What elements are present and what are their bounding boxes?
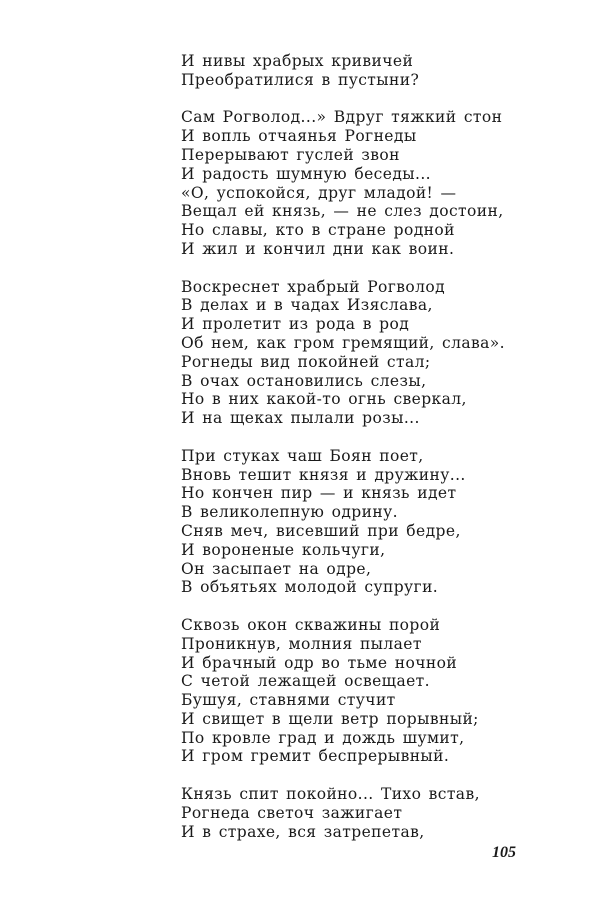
poem-line: Но кончен пир — и князь идет (181, 484, 457, 503)
stanza-3 (181, 278, 541, 428)
poem-line: Бушуя, ставнями стучит (181, 691, 396, 710)
poem-line: И радость шумную беседы... (181, 164, 431, 183)
poem-line: С четой лежащей освещает. (181, 672, 430, 691)
stanza-5 (181, 616, 541, 766)
poem-line: Рогнеда светоч зажигает (181, 803, 403, 822)
poem-line: И жил и кончил дни как воин. (181, 239, 455, 258)
poem-line: И в страхе, вся затрепетав, (181, 822, 425, 841)
stanza-4 (181, 447, 541, 597)
poem-line: И гром гремит беспрерывный. (181, 747, 450, 766)
poem-line: И вопль отчаянья Рогнеды (181, 127, 417, 146)
poem-line: Воскреснет храбрый Рогволод (181, 277, 446, 296)
stanza-1 (181, 52, 541, 90)
poem-line: Но славы, кто в стране родной (181, 221, 455, 240)
poem-line: Князь спит покойно... Тихо встав, (181, 785, 480, 804)
poem-line: При стуках чаш Боян поет, (181, 446, 424, 465)
poem-line: И вороненые кольчуги, (181, 540, 386, 559)
poem-line: И брачный одр во тьме ночной (181, 653, 458, 672)
poem-line: В очах остановились слезы, (181, 371, 427, 390)
poem-page (181, 52, 541, 860)
poem-line: «О, успокойся, друг младой! — (181, 183, 457, 202)
poem-line: И пролетит из рода в род (181, 315, 410, 334)
poem-line: И нивы храбрых кривичей (181, 52, 414, 70)
poem-line: В великолепную одрину. (181, 503, 398, 522)
poem-line: Вещал ей князь, — не слез достоин, (181, 202, 504, 221)
poem-line: В делах и в чадах Изяслава, (181, 296, 433, 315)
poem-line: Преобратилися в пустыни? (181, 70, 420, 89)
poem-line: В объятьях молодой супруги. (181, 578, 439, 597)
poem-line: Он засыпает на одре, (181, 559, 372, 578)
poem-line: И на щеках пылали розы... (181, 409, 420, 428)
poem-line: Проникнув, молния пылает (181, 634, 422, 653)
stanza-2 (181, 108, 541, 258)
poem-line: И свищет в щели ветр порывный; (181, 709, 479, 728)
poem-line: Сняв меч, висевший при бедре, (181, 521, 461, 540)
stanza-6 (181, 785, 541, 841)
poem-line: По кровле град и дождь шумит, (181, 728, 465, 747)
poem-line: Рогнеды вид покойней стал; (181, 352, 431, 371)
poem-line: Перерывают гуслей звон (181, 145, 400, 164)
poem-line: Вновь тешит князя и дружину... (181, 465, 466, 484)
poem-line: Об нем, как гром гремящий, слава». (181, 333, 506, 352)
page-number: 105 (492, 844, 516, 861)
poem-line: Но в них какой-то огнь сверкал, (181, 390, 467, 409)
poem-line: Сквозь окон скважины порой (181, 615, 441, 634)
poem-line: Сам Рогволод...» Вдруг тяжкий стон (181, 108, 503, 127)
